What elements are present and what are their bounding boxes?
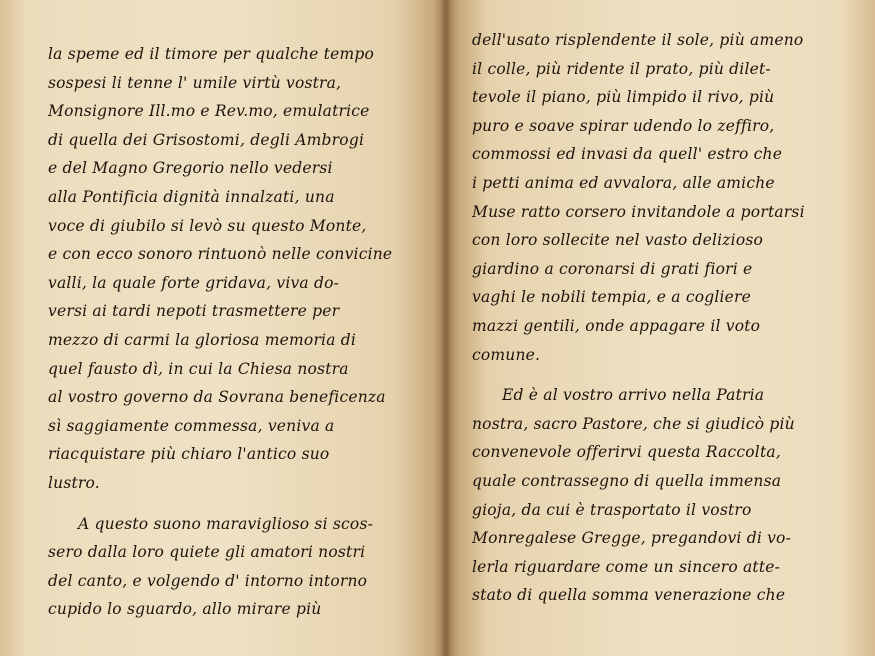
text-line: alla Pontificia dignità innalzati, una	[48, 187, 335, 206]
text-line: il colle, più ridente il prato, più dilet-	[472, 59, 771, 78]
paragraph-start-line: A questo suono maraviglioso si scos-	[78, 514, 374, 533]
text-line: nostra, sacro Pastore, che si giudicò più	[472, 414, 795, 433]
text-line: cupido lo sguardo, allo mirare più	[48, 600, 322, 619]
text-line: di quella dei Grisostomi, degli Ambrogi	[48, 130, 365, 149]
left-page-text	[48, 40, 400, 624]
text-line: stato di quella somma venerazione che	[472, 586, 786, 605]
right-page-text	[472, 26, 848, 610]
text-line: dell'usato risplendente il sole, più ameno	[472, 31, 804, 49]
text-line: quel fausto dì, in cui la Chiesa nostra	[48, 359, 349, 378]
text-line: Muse ratto corsero invitandole a portarsi	[472, 202, 805, 221]
text-line: valli, la quale forte gridava, viva do-	[48, 273, 340, 292]
text-line: mezzo di carmi la gloriosa memoria di	[48, 330, 357, 349]
text-line: vaghi le nobili tempia, e a cogliere	[472, 288, 752, 307]
text-line: Monsignore Ill.mo e Rev.mo, emulatrice	[48, 102, 370, 121]
text-line: Monregalese Gregge, pregandovi di vo-	[472, 529, 792, 548]
text-line: sero dalla loro quiete gli amatori nostri	[48, 543, 366, 562]
text-line: tevole il piano, più limpido il rivo, più	[472, 88, 775, 107]
text-line: al vostro governo da Sovrana beneficenza	[48, 388, 386, 407]
text-line: versi ai tardi nepoti trasmettere per	[48, 302, 340, 321]
text-line: convenevole offerirvi questa Raccolta,	[472, 443, 781, 462]
text-line: mazzi gentili, onde appagare il voto	[472, 316, 761, 335]
text-line: voce di giubilo si levò su questo Monte,	[48, 216, 367, 235]
paragraph-start-line: Ed è al vostro arrivo nella Patria	[502, 386, 765, 405]
right-page	[446, 0, 875, 656]
text-line: comune.	[472, 345, 541, 364]
text-line: sì saggiamente commessa, veniva a	[48, 416, 335, 435]
text-line: con loro sollecite nel vasto delizioso	[472, 231, 764, 250]
text-line: del canto, e volgendo d' intorno intorno	[48, 571, 368, 590]
text-line: commossi ed invasi da quell' estro che	[472, 145, 783, 164]
text-line: la speme ed il timore per qualche tempo	[48, 45, 375, 63]
text-line: lustro.	[48, 473, 100, 492]
text-line: e con ecco sonoro rintuonò nelle convicine	[48, 245, 393, 264]
text-line: giardino a coronarsi di grati fiori e	[472, 259, 753, 278]
text-line: gioja, da cui è trasportato il vostro	[472, 500, 752, 519]
text-line: i petti anima ed avvalora, alle amiche	[472, 173, 775, 192]
text-line: e del Magno Gregorio nello vedersi	[48, 159, 333, 178]
text-line: sospesi li tenne l' umile virtù vostra,	[48, 73, 342, 92]
text-line: puro e soave spirar udendo lo zeffiro,	[472, 116, 775, 135]
text-line: lerla riguardare come un sincero atte-	[472, 557, 781, 576]
text-line: quale contrassegno di quella immensa	[472, 471, 782, 490]
book-gutter	[440, 0, 452, 656]
text-line: riacquistare più chiaro l'antico suo	[48, 445, 330, 464]
